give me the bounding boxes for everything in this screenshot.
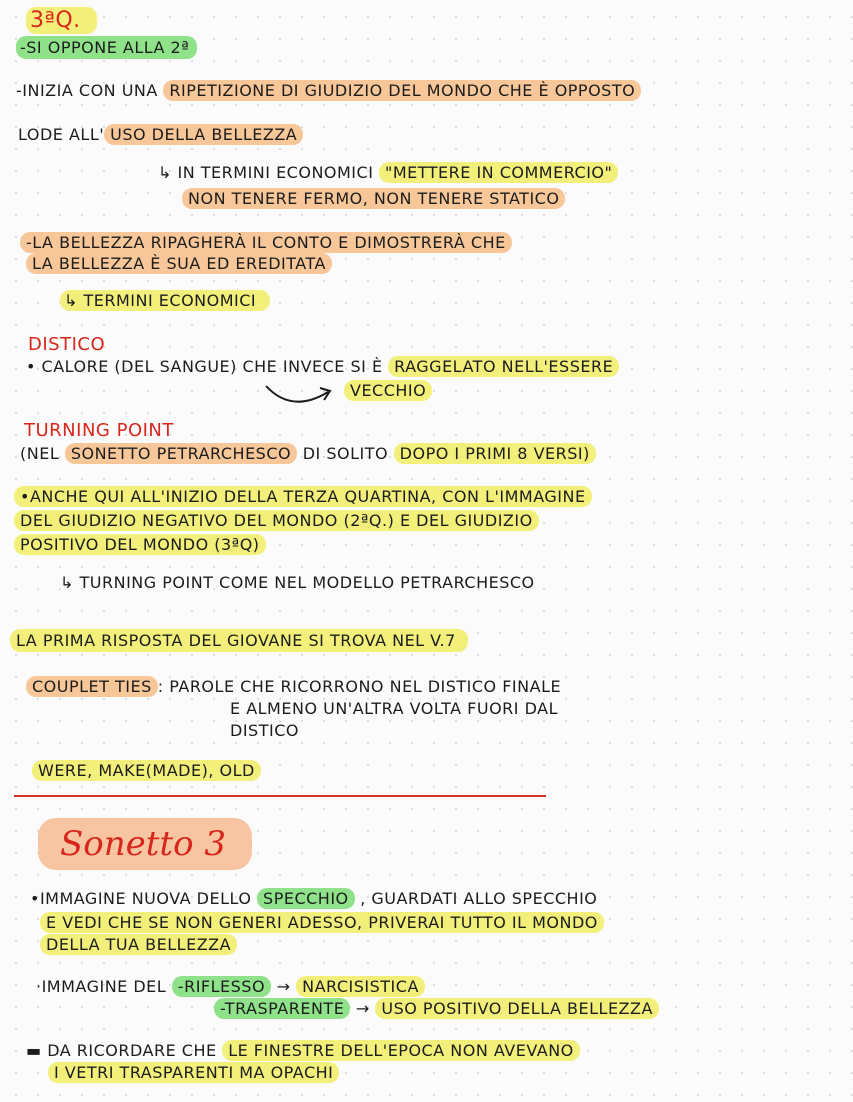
line-bellezza-2: LA BELLEZZA È SUA ED EREDITATA	[26, 253, 332, 275]
sonetto-3-title: Sonetto 3	[38, 818, 252, 870]
line-non-tenere: NON TENERE FERMO, NON TENERE STATICO	[182, 188, 565, 210]
line-bellezza-1: -LA BELLEZZA RIPAGHERÀ IL CONTO E DIMOSTRERÀ CHE	[20, 232, 512, 254]
line-were: WERE, MAKE(MADE), OLD	[32, 760, 261, 782]
line-couplet-3: DISTICO	[230, 721, 299, 740]
line-inizia: -INIZIA CON UNA RIPETIZIONE DI GIUDIZIO DEL MONDO CHE È OPPOSTO	[16, 80, 641, 102]
line-prima-risposta: LA PRIMA RISPOSTA DEL GIOVANE SI TROVA NEL V.7	[10, 630, 468, 652]
curved-arrow-icon	[262, 380, 342, 408]
line-riflesso: ·IMMAGINE DEL -RIFLESSO → NARCISISTICA	[36, 976, 425, 998]
line-couplet-1: COUPLET TIES : PAROLE CHE RICORRONO NEL DISTICO FINALE	[26, 676, 561, 698]
line-turning-come: ↳ TURNING POINT COME NEL MODELLO PETRARCHESCO	[60, 573, 535, 592]
line-specchio-2: E VEDI CHE SE NON GENERI ADESSO, PRIVERAI TUTTO IL MONDO	[40, 912, 604, 934]
heading-3q: 3ªQ.	[26, 10, 97, 32]
line-lode: LODE ALL' USO DELLA BELLEZZA	[18, 124, 303, 146]
line-anche-1: •ANCHE QUI ALL'INIZIO DELLA TERZA QUARTINA, CON L'IMMAGINE	[14, 486, 592, 508]
line-termini: ↳ IN TERMINI ECONOMICI "METTERE IN COMMERCIO"	[158, 162, 618, 184]
distico-title: DISTICO	[28, 334, 106, 355]
line-oppone: -SI OPPONE ALLA 2ª	[16, 37, 197, 59]
line-specchio-1: •IMMAGINE NUOVA DELLO SPECCHIO , GUARDATI ALLO SPECCHIO	[30, 889, 598, 908]
line-vecchio: VECCHIO	[344, 380, 432, 402]
section-divider	[14, 795, 546, 797]
line-termini-econ: ↳ TERMINI ECONOMICI	[60, 290, 270, 312]
line-couplet-2: E ALMENO UN'ALTRA VOLTA FUORI DAL	[230, 699, 558, 718]
line-nel-sonetto: (NEL SONETTO PETRARCHESCO DI SOLITO DOPO I PRIMI 8 VERSI)	[20, 443, 596, 465]
turning-title: TURNING POINT	[24, 420, 174, 441]
line-calore: • CALORE (DEL SANGUE) CHE INVECE SI È RAGGELATO NELL'ESSERE	[26, 356, 619, 378]
line-finestre-2: I VETRI TRASPARENTI MA OPACHI	[48, 1062, 339, 1084]
line-anche-2: DEL GIUDIZIO NEGATIVO DEL MONDO (2ªQ.) E DEL GIUDIZIO	[14, 510, 539, 532]
line-specchio-3: DELLA TUA BELLEZZA	[40, 934, 237, 956]
line-anche-3: POSITIVO DEL MONDO (3ªQ)	[14, 534, 266, 556]
line-trasparente: -TRASPARENTE → USO POSITIVO DELLA BELLEZZA	[214, 998, 659, 1020]
line-finestre-1: ▬ DA RICORDARE CHE LE FINESTRE DELL'EPOCA NON AVEVANO	[26, 1040, 580, 1062]
